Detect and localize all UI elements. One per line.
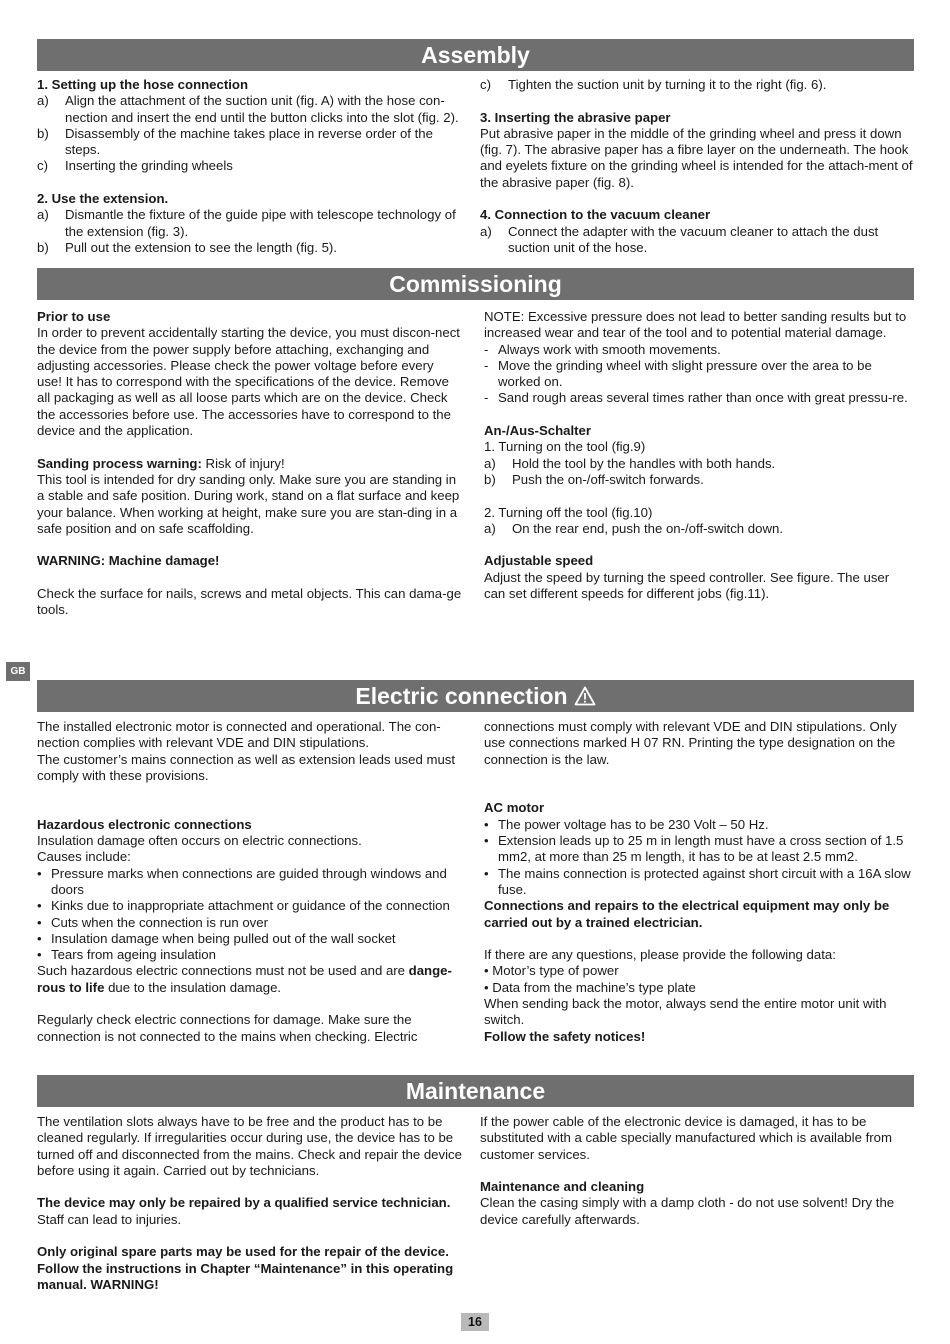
list-item: • The power voltage has to be 230 Volt – 50 Hz. (484, 816, 769, 832)
list-item: a) Align the attachment of the suction unit (fig. A) with the hose con-nection and insert the end until the button clicks into the slot (fig. 2). (37, 93, 459, 125)
cleaning-text: Clean the casing simply with a damp cloth - do not use solvent! Dry the device carefully afterwards. (480, 1195, 895, 1227)
electric-connection-heading: Electric connection (37, 680, 914, 712)
cleaning-heading: Maintenance and cleaning (480, 1179, 645, 1195)
list-item: • Tears from ageing insulation (37, 947, 216, 963)
use-extension-heading: 2. Use the extension. (37, 191, 169, 207)
intro-text-2: The customer’s mains connection as well as extension leads used must comply with these provisions. (37, 751, 456, 783)
list-item: - Always work with smooth movements. (484, 341, 721, 357)
list-item: • Data from the machine’s type plate (484, 979, 696, 995)
qualified-technician-warning: The device may only be repaired by a qualified service technician. (37, 1195, 451, 1211)
assembly-heading: Assembly (37, 39, 914, 71)
ac-motor-heading: AC motor (484, 800, 545, 816)
list-item: - Sand rough areas several times rather than once with great pressu-re. (484, 390, 908, 406)
list-item: a) Connect the adapter with the vacuum cleaner to attach the dust suction unit of the hose. (480, 223, 879, 255)
hazardous-conclusion: Such hazardous electric connections must not be used and are dange-rous to life due to the insulation damage. (37, 963, 452, 995)
hazardous-connections-heading: Hazardous electronic connections (37, 816, 252, 832)
page-number: 16 (461, 1313, 489, 1331)
electric-right-column (484, 719, 914, 1045)
prior-to-use-text: In order to prevent accidentally starting the device, you must discon-nect the device from the power supply before attaching, exchanging and adjusting accessories. Please check the power voltage before every use! It has to correspond with the specifications of the device. Remove all packaging as well as all loose parts which are on the device. Check the accessories before use. The accessories have to correspond to the device and the application. (37, 325, 460, 439)
assembly-left-column (37, 77, 469, 256)
list-item: • Kinks due to inappropriate attachment or guidance of the connection (37, 898, 450, 914)
power-cable-text: If the power cable of the electronic device is damaged, it has to be substituted with a cable specially manufactured which is available from customer services. (480, 1114, 892, 1162)
sanding-warning-text: This tool is intended for dry sanding only. Make sure you are standing in a stable and safe position. During work, stand on a flat surface and keep your balance. When working at height, make sure you are stan-ding in a safe position and on safe scaffolding. (37, 471, 460, 536)
assembly-right-column (480, 77, 914, 256)
list-item: c) Tighten the suction unit by turning it to the right (fig. 6). (480, 77, 827, 92)
repairs-warning: Connections and repairs to the electrical equipment may only be carried out by a trained electrician. (484, 898, 890, 930)
spare-parts-warning: Only original spare parts may be used for the repair of the device. Follow the instructions in Chapter “Maintenance” in this operating manual. WARNING! (37, 1244, 454, 1292)
commissioning-right-column (484, 309, 914, 602)
list-item: b) Push the on-/off-switch forwards. (484, 471, 704, 487)
turning-off-heading: 2. Turning off the tool (fig.10) (484, 504, 653, 520)
list-item: a) Hold the tool by the handles with both hands. (484, 455, 776, 471)
list-item: b) Pull out the extension to see the length (fig. 5). (37, 239, 337, 255)
list-item: • The mains connection is protected against short circuit with a 16A slow fuse. (484, 865, 911, 897)
turning-on-heading: 1. Turning on the tool (fig.9) (484, 439, 646, 455)
hazardous-text: Insulation damage often occurs on electric connections. (37, 833, 362, 849)
list-item: - Move the grinding wheel with slight pressure over the area to be worked on. (484, 357, 872, 390)
language-tab: GB (6, 662, 30, 681)
list-item: a) Dismantle the fixture of the guide pipe with telescope technology of the extension (fig. 3). (37, 207, 456, 239)
adjustable-speed-text: Adjust the speed by turning the speed controller. See figure. The user can set different speeds for different jobs (fig.11). (484, 569, 890, 602)
list-item: • Pressure marks when connections are guided through windows and doors (37, 865, 447, 897)
adjustable-speed-heading: Adjustable speed (484, 553, 594, 569)
abrasive-paper-text: Put abrasive paper in the middle of the grinding wheel and press it down (fig. 7). The abrasive paper has a fibre layer on the underneath. The hook and eyelets fixture on the grinding wheel is intended for the attach-ment of the abrasive paper (fig. 8). (480, 125, 913, 190)
commissioning-heading: Commissioning (37, 268, 914, 300)
list-item: • Cuts when the connection is run over (37, 914, 268, 930)
regular-check-text: Regularly check electric connections for damage. Make sure the connection is not connected to the mains when checking. Electric (37, 1012, 418, 1044)
safety-notice: Follow the safety notices! (484, 1028, 646, 1044)
staff-injury-text: Staff can lead to injuries. (37, 1211, 182, 1227)
warning-triangle-icon (574, 686, 596, 706)
sending-back-text: When sending back the motor, always send the entire motor unit with switch. (484, 996, 887, 1028)
hose-connection-heading: 1. Setting up the hose connection (37, 77, 249, 92)
maintenance-right-column (480, 1114, 914, 1228)
ventilation-text: The ventilation slots always have to be free and the product has to be cleaned regularly. If irregularities occur during use, the device has to be turned off and disconnected from the mains. Check and repair the device before using it again. Carried out by technicians. (37, 1114, 462, 1178)
vacuum-connection-heading: 4. Connection to the vacuum cleaner (480, 207, 711, 223)
maintenance-left-column (37, 1114, 469, 1293)
list-item: a) On the rear end, push the on-/off-switch down. (484, 520, 783, 536)
list-item: • Motor’s type of power (484, 963, 619, 979)
note-text: NOTE: Excessive pressure does not lead to better sanding results but to increased wear and tear of the tool and to potential material damage. (484, 309, 907, 341)
sanding-warning-line: Sanding process warning: Risk of injury! (37, 455, 285, 471)
prior-to-use-heading: Prior to use (37, 309, 111, 324)
questions-text: If there are any questions, please provide the following data: (484, 947, 836, 963)
list-item: • Insulation damage when being pulled out of the wall socket (37, 930, 396, 946)
list-item: b) Disassembly of the machine takes place in reverse order of the steps. (37, 125, 433, 158)
electric-left-column (37, 719, 469, 1045)
machine-damage-warning: WARNING: Machine damage! (37, 553, 220, 569)
intro-text: The installed electronic motor is connected and operational. The con-nection complies with relevant VDE and DIN stipulations. (37, 719, 441, 751)
abrasive-paper-heading: 3. Inserting the abrasive paper (480, 109, 671, 125)
list-item: c) Inserting the grinding wheels (37, 158, 233, 174)
causes-label: Causes include: (37, 849, 131, 865)
commissioning-left-column (37, 309, 462, 619)
maintenance-heading: Maintenance (37, 1075, 914, 1107)
connections-continued-text: connections must comply with relevant VDE and DIN stipulations. Only use connections marked H 07 RN. Printing the type designation on the connection is the law. (484, 719, 897, 767)
surface-check-text: Check the surface for nails, screws and metal objects. This can dama-ge tools. (37, 586, 462, 618)
switch-heading: An-/Aus-Schalter (484, 423, 591, 439)
list-item: • Extension leads up to 25 m in length must have a cross section of 1.5 mm2, at more than 25 m length, it has to be at least 2.5 mm2. (484, 833, 904, 865)
